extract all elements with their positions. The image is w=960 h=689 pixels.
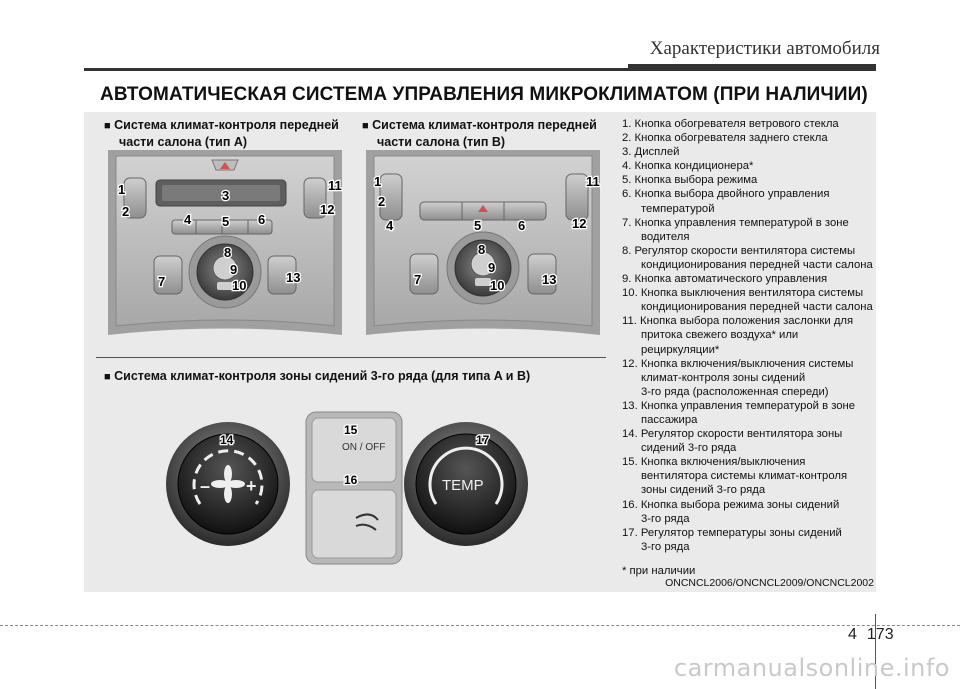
legend-item-text: 11. Кнопка выбора положения заслонки для	[622, 315, 854, 328]
legend-item	[622, 427, 874, 455]
callout-5: 5	[474, 218, 482, 233]
callout-9: 9	[488, 260, 496, 275]
watermark: carmanualsonline.info	[673, 654, 950, 682]
callout-8: 8	[224, 245, 232, 260]
callout-12: 12	[320, 202, 335, 217]
legend-item-text: 7. Кнопка управления температурой в зоне	[622, 216, 849, 229]
legend-item-text: 13. Кнопка управления температурой в зоне	[622, 399, 856, 412]
legend-item	[622, 286, 874, 314]
legend-item	[622, 526, 874, 554]
legend-item-text: 15. Кнопка включения/выключения	[622, 456, 806, 469]
callout-7: 7	[414, 272, 422, 287]
callout-1: 1	[374, 174, 382, 189]
legend-item	[622, 357, 874, 399]
legend-item-continuation: 3-го ряда	[641, 512, 690, 525]
fan-plus-label: +	[246, 476, 257, 496]
callout-10: 10	[490, 278, 505, 293]
callout-4: 4	[386, 218, 394, 233]
legend-item	[622, 216, 874, 244]
legend-item-continuation: вентилятора системы климат-контроля	[641, 470, 848, 483]
callout-legend	[622, 117, 874, 578]
chapter-title: Характеристики автомобиля	[649, 38, 880, 59]
on-off-label: ON / OFF	[342, 442, 386, 453]
legend-item-continuation: сидений 3-го ряда	[641, 442, 737, 455]
callout-13: 13	[542, 272, 557, 287]
page-number: 4 173	[848, 626, 894, 643]
callout-8: 8	[478, 242, 486, 257]
legend-item-continuation: рециркуляции*	[641, 343, 720, 356]
section-heading-front-b: ■ Система климат-контроля передней части салона (тип B)	[362, 118, 597, 149]
legend-item-continuation: климат-контроля зоны сидений	[641, 371, 806, 384]
bullet-square-icon: ■	[104, 371, 111, 383]
header-rule	[84, 68, 876, 71]
legend-item-text: 17. Регулятор температуры зоны сидений	[622, 526, 842, 539]
image-codes: ONCNCL2006/ONCNCL2009/ONCNCL2002	[665, 577, 874, 589]
callout-7: 7	[158, 274, 166, 289]
legend-item	[622, 498, 874, 526]
legend-item-text: 12. Кнопка включения/выключения системы	[622, 357, 854, 370]
legend-item-text: 14. Регулятор скорости вентилятора зоны	[622, 428, 843, 441]
legend-item	[622, 145, 874, 159]
legend-item	[622, 173, 874, 187]
footer-dashed-rule	[0, 625, 960, 626]
callout-12: 12	[572, 216, 587, 231]
legend-item-continuation: пассажира	[641, 413, 698, 426]
callout-16: 16	[344, 473, 358, 487]
legend-item-text: 1. Кнопка обогревателя ветрового стекла	[622, 118, 839, 130]
callout-6: 6	[258, 212, 266, 227]
callout-9: 9	[230, 262, 238, 277]
legend-item-continuation: температурой	[641, 202, 715, 215]
section-divider	[96, 357, 606, 358]
callout-2: 2	[122, 204, 130, 219]
legend-item	[622, 131, 874, 145]
callout-1: 1	[118, 182, 126, 197]
legend-item-text: 3. Дисплей	[622, 146, 680, 159]
bullet-square-icon: ■	[104, 120, 111, 132]
legend-item-text: 2. Кнопка обогревателя заднего стекла	[622, 132, 828, 145]
callout-14: 14	[220, 433, 234, 447]
legend-item-text: 5. Кнопка выбора режима	[622, 174, 758, 187]
legend-item-text: 16. Кнопка выбора режима зоны сидений	[622, 498, 840, 511]
legend-item	[622, 244, 874, 272]
legend-item-text: 10. Кнопка выключения вентилятора системы	[622, 287, 864, 300]
bullet-square-icon: ■	[362, 120, 369, 132]
legend-item-text: 6. Кнопка выбора двойного управления	[622, 188, 830, 201]
callout-15: 15	[344, 423, 358, 437]
section-heading-rear: ■ Система климат-контроля зоны сидений 3-го ряда (для типа A и B)	[104, 369, 531, 383]
legend-item-continuation: 3-го ряда	[641, 540, 690, 553]
callout-11: 11	[586, 174, 600, 189]
callout-4: 4	[184, 212, 192, 227]
callout-6: 6	[518, 218, 526, 233]
callout-3: 3	[222, 188, 230, 203]
front-panel-type-b-illustration	[362, 150, 604, 335]
legend-item-continuation: 3-го ряда (расположенная спереди)	[641, 385, 829, 398]
legend-item-text: 8. Регулятор скорости вентилятора системы	[622, 244, 856, 257]
legend-item-continuation: зоны сидений 3-го ряда	[641, 484, 766, 497]
legend-item-text: 9. Кнопка автоматического управления	[622, 273, 828, 286]
callout-13: 13	[286, 270, 301, 285]
legend-item-continuation: кондиционирования передней части салона	[641, 258, 873, 271]
temp-label: TEMP	[442, 477, 484, 494]
rear-controls-illustration	[160, 408, 540, 578]
callout-5: 5	[222, 214, 230, 229]
legend-item	[622, 117, 874, 131]
legend-item-text: 4. Кнопка кондиционера*	[622, 160, 754, 173]
section-heading-front-a: ■ Система климат-контроля передней части салона (тип A)	[104, 118, 339, 149]
front-panel-type-a-illustration	[100, 150, 350, 335]
fan-minus-label: –	[200, 476, 211, 496]
callout-10: 10	[232, 278, 247, 293]
availability-note: * при наличии	[622, 564, 696, 577]
legend-item	[622, 455, 874, 497]
callout-17: 17	[476, 433, 490, 447]
legend-item-continuation: водителя	[641, 230, 690, 243]
legend-item	[622, 399, 874, 427]
callout-2: 2	[378, 194, 386, 209]
page-title: АВТОМАТИЧЕСКАЯ СИСТЕМА УПРАВЛЕНИЯ МИКРОКЛИМАТОМ (ПРИ НАЛИЧИИ)	[100, 84, 868, 105]
legend-item-continuation: притока свежего воздуха* или	[641, 329, 799, 342]
legend-item	[622, 314, 874, 356]
legend-item-continuation: кондиционирования передней части салона	[641, 301, 873, 314]
legend-item	[622, 159, 874, 173]
callout-11: 11	[328, 178, 342, 193]
legend-item	[622, 187, 874, 215]
legend-item	[622, 272, 874, 286]
